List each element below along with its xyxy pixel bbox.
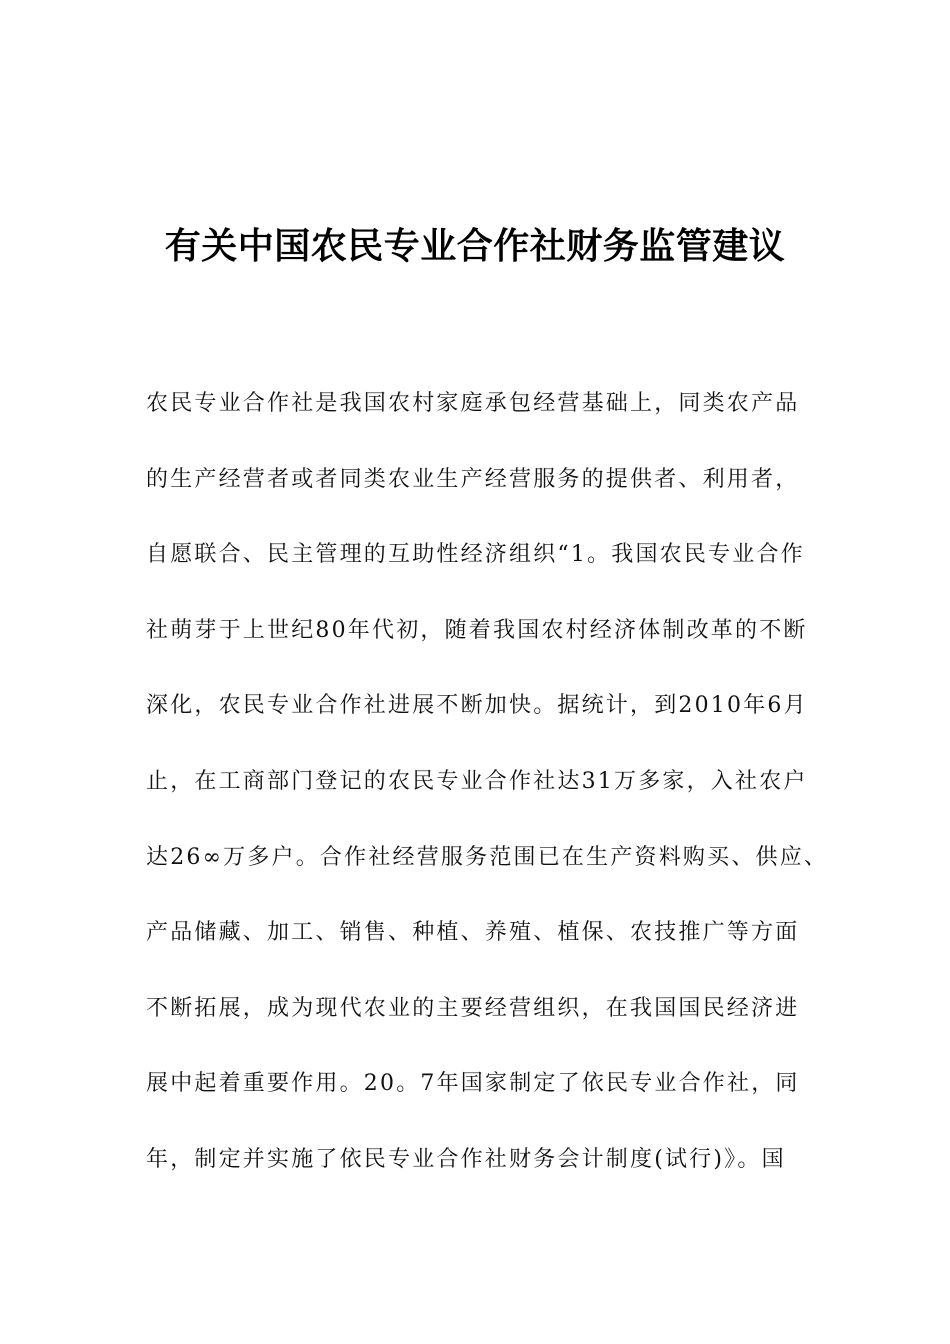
body-line: 展中起着重要作用。20。7年国家制定了依民专业合作社，同 — [146, 1071, 800, 1097]
body-line: 自愿联合、民主管理的互助性经济组织“1。我国农民专业合作 — [146, 542, 805, 568]
body-line: 止，在工商部门登记的农民专业合作社达31万多家，入社农户 — [146, 768, 808, 794]
body-line: 社萌芽于上世纪80年代初，随着我国农村经济体制改革的不断 — [146, 617, 808, 643]
body-line: 年，制定并实施了依民专业合作社财务会计制度(试行)》。国 — [146, 1146, 786, 1172]
body-line: 农民专业合作社是我国农村家庭承包经营基础上，同类农产品 — [146, 391, 800, 416]
document-title: 有关中国农民专业合作社财务监管建议 — [164, 226, 786, 267]
body-line: 产品储藏、加工、销售、种植、养殖、植保、农技推广等方面 — [146, 920, 800, 946]
body-line: 的生产经营者或者同类农业生产经营服务的提供者、利用者， — [146, 466, 800, 492]
body-line: 达26∞万多户。合作社经营服务范围已在生产资料购买、供应、 — [146, 844, 829, 870]
body-line: 不断拓展，成为现代农业的主要经营组织，在我国国民经济进 — [146, 995, 800, 1021]
body-line: 深化，农民专业合作社进展不断加快。据统计，到2010年6月 — [146, 693, 808, 719]
document-body — [146, 384, 829, 1216]
